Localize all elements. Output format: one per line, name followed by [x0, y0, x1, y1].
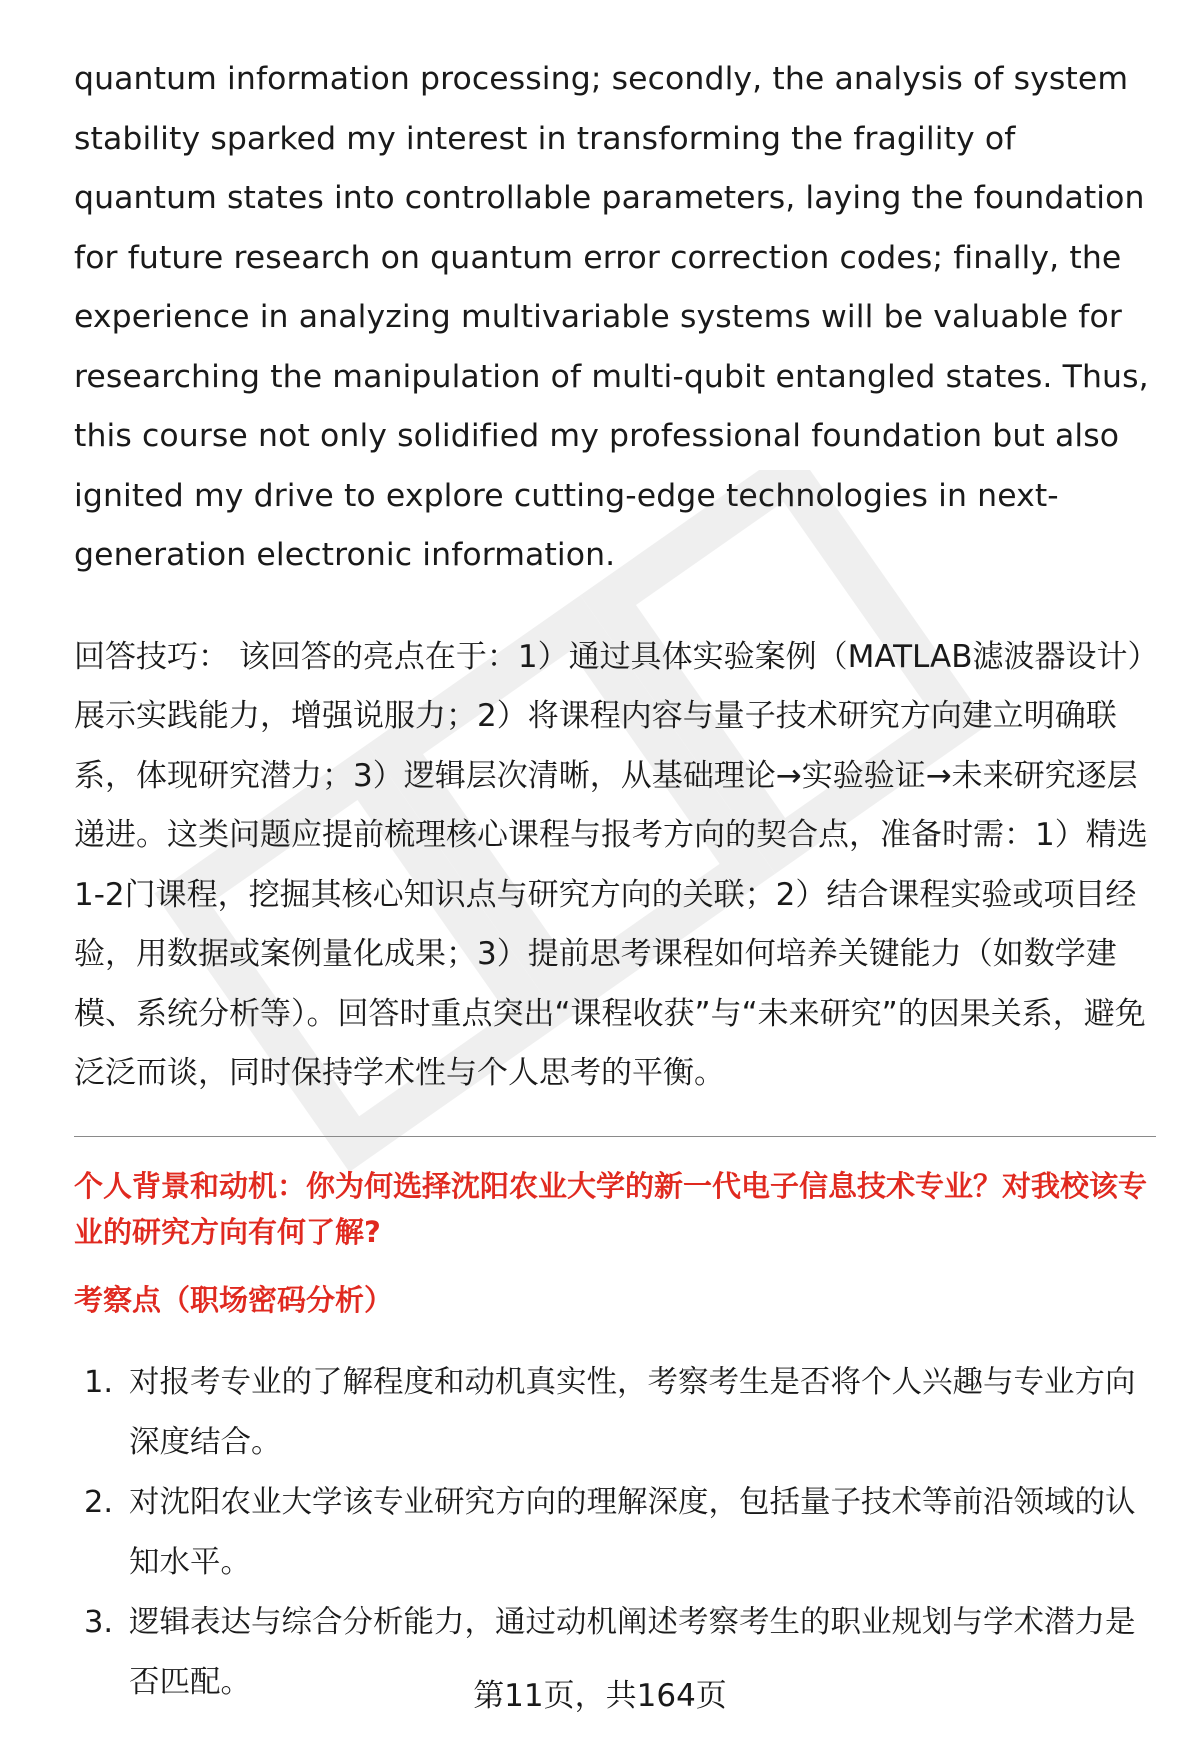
interview-question: 个人背景和动机：你为何选择沈阳农业大学的新一代电子信息技术专业？对我校该专业的研究方向有何了解? — [74, 1168, 1148, 1249]
list-item-text: 逻辑表达与综合分析能力，通过动机阐述考察考生的职业规划与学术潜力是否匹配。 — [129, 1604, 1136, 1700]
list-item-number: 1. — [84, 1364, 114, 1400]
list-item-number: 2. — [84, 1484, 114, 1520]
section-divider — [74, 1136, 1156, 1137]
assessment-points-list — [74, 1353, 1154, 1713]
list-item-text: 对沈阳农业大学该专业研究方向的理解深度，包括量子技术等前沿领域的认知水平。 — [129, 1484, 1136, 1580]
assessment-points-heading: 考察点（职场密码分析） — [74, 1282, 394, 1317]
page-content — [74, 50, 1154, 1729]
list-item — [74, 1473, 1154, 1593]
list-item-text: 对报考专业的了解程度和动机真实性，考察考生是否将个人兴趣与专业方向深度结合。 — [129, 1364, 1136, 1460]
list-item — [74, 1353, 1154, 1473]
answer-continuation-paragraph: quantum information processing; secondly, the analysis of system stability sparked my interest in transforming the fragility of quantum states into controllable parameters, laying the foundation for future research on quantum error correction codes; finally, the experience in analyzing multivariable systems will be valuable for researching the manipulation of multi-qubit entangled states. Thus, this course not only solidified my professional foundation but also ignited my drive to explore cutting-edge technologies in next-generation electronic information. — [74, 61, 1149, 573]
page-number-footer: 第11页，共164页 — [473, 1678, 727, 1714]
list-item-number: 3. — [84, 1604, 114, 1640]
answer-tip-paragraph: 回答技巧： 该回答的亮点在于：1）通过具体实验案例（MATLAB滤波器设计）展示实践能力，增强说服力；2）将课程内容与量子技术研究方向建立明确联系，体现研究潜力；3）逻辑层次清晰，从基础理论→实验验证→未来研究逐层递进。这类问题应提前梳理核心课程与报考方向的契合点，准备时需：1）精选1-2门课程，挖掘其核心知识点与研究方向的关联；2）结合课程实验或项目经验，用数据或案例量化成果；3）提前思考课程如何培养关键能力（如数学建模、系统分析等）。回答时重点突出“课程收获”与“未来研究”的因果关系，避免泛泛而谈，同时保持学术性与个人思考的平衡。 — [74, 638, 1148, 1091]
